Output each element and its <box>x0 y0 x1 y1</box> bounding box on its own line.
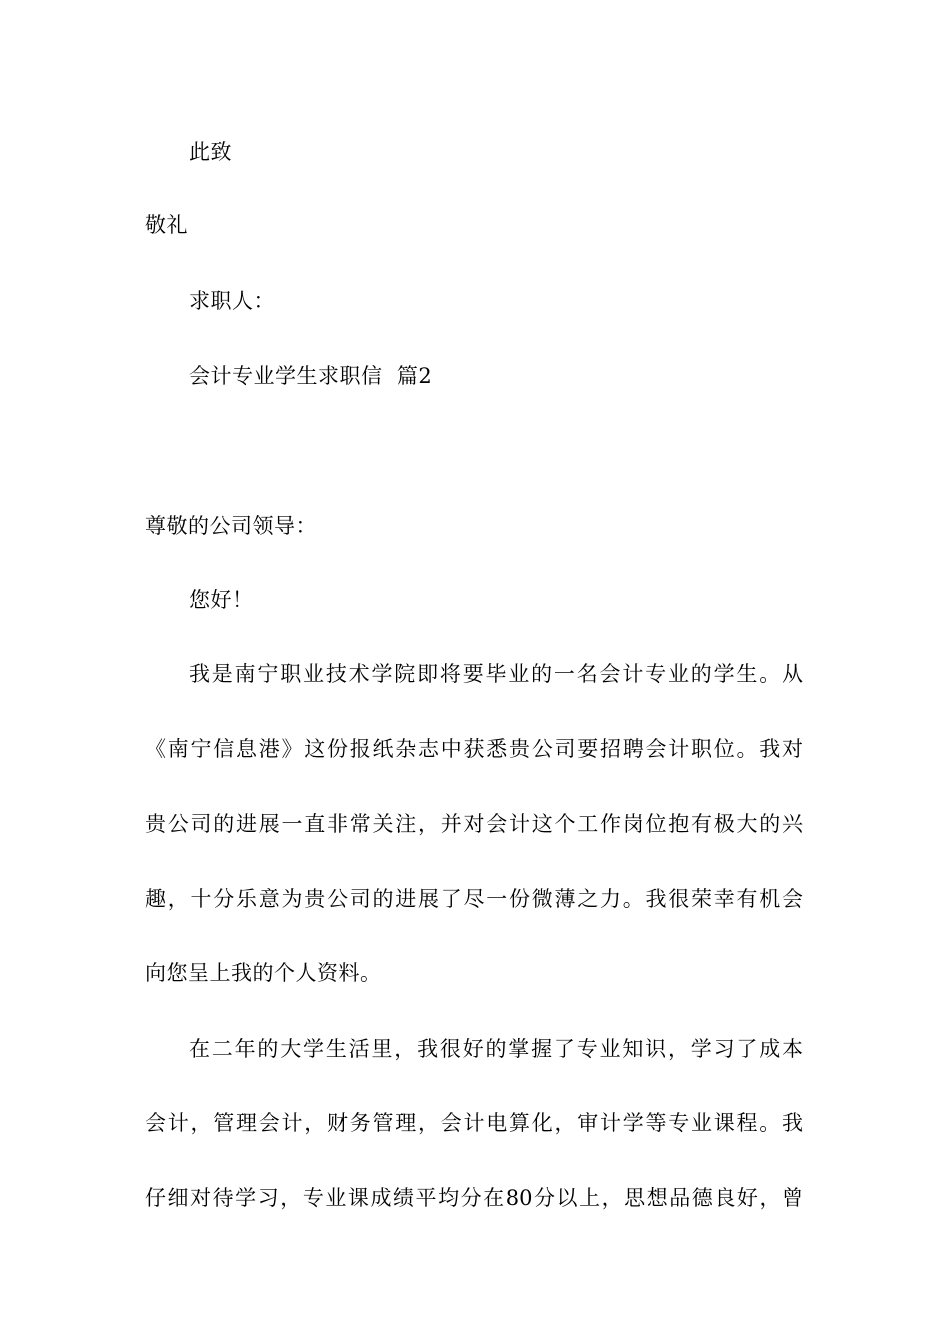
letter-addressee: 尊敬的公司领导： <box>145 514 317 538</box>
paragraph-2-line-3: 仔细对待学习，专业课成绩平均分在80分以上，思想品德良好，曾 <box>145 1186 803 1210</box>
paragraph-2-line-1: 在二年的大学生活里，我很好的掌握了专业知识，学习了成本 <box>189 1037 803 1061</box>
paragraph-1-line-2: 《南宁信息港》这份报纸杂志中获悉贵公司要招聘会计职位。我对 <box>145 737 803 761</box>
closing-salutation: 此致 <box>189 140 232 164</box>
paragraph-2-line-2: 会计，管理会计，财务管理，会计电算化，审计学等专业课程。我 <box>145 1111 803 1135</box>
signer-label: 求职人： <box>189 289 275 313</box>
paragraph-1-line-1: 我是南宁职业技术学院即将要毕业的一名会计专业的学生。从 <box>189 662 803 686</box>
paragraph-1-line-4: 趣，十分乐意为贵公司的进展了尽一份微薄之力。我很荣幸有机会 <box>145 887 803 911</box>
paragraph-1-line-3: 贵公司的进展一直非常关注，并对会计这个工作岗位抱有极大的兴 <box>145 812 803 836</box>
section-title: 会计专业学生求职信 篇2 <box>189 364 433 388</box>
paragraph-1-line-5: 向您呈上我的个人资料。 <box>145 961 382 985</box>
closing-regards: 敬礼 <box>145 213 188 237</box>
letter-greeting: 您好！ <box>189 588 254 612</box>
